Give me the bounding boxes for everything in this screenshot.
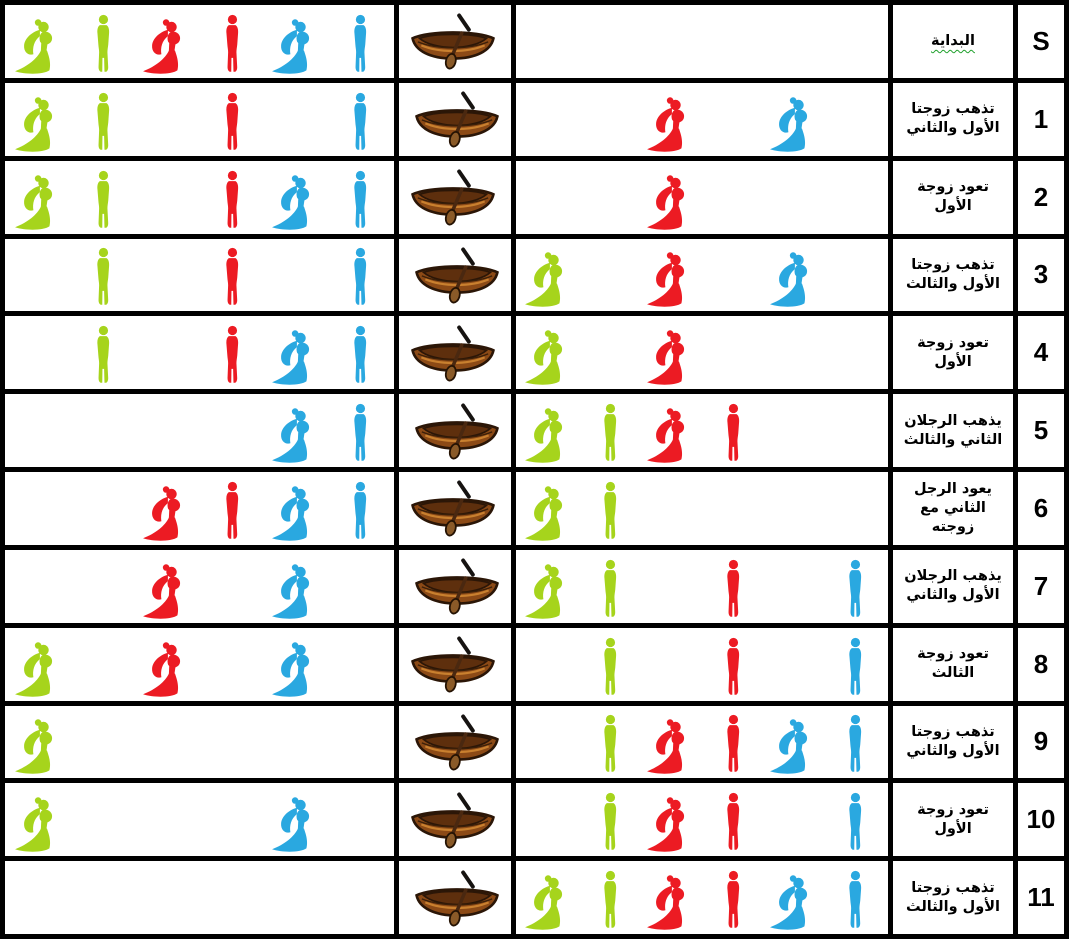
- bank-slot: [264, 796, 328, 852]
- bank-slot: [518, 407, 579, 463]
- bank-slot: [641, 96, 702, 152]
- step-description: [893, 706, 1013, 779]
- step-number: 9: [1018, 706, 1064, 779]
- bank-slot: [579, 559, 640, 619]
- bank-slot: [200, 325, 264, 385]
- blue-wife-icon: [267, 329, 325, 385]
- right-bank-cell: [516, 83, 888, 156]
- bank-slot: [641, 251, 702, 307]
- bank-slot: [200, 247, 264, 307]
- step-description-text: تعود زوجة الأول: [917, 179, 989, 215]
- bank-slot: [7, 174, 71, 230]
- boat-cell: [399, 861, 511, 934]
- bank-slot: [702, 870, 763, 930]
- bank-slot: [328, 481, 392, 541]
- bank-slot: [71, 14, 135, 74]
- step-description: [893, 783, 1013, 856]
- left-bank-cell: [5, 550, 394, 623]
- bank-slot: [825, 637, 886, 697]
- red-husband-icon: [721, 637, 745, 697]
- bank-slot: [579, 481, 640, 541]
- right-bank-cell: [516, 316, 888, 389]
- boat-cell: [399, 628, 511, 701]
- blue-husband-icon: [348, 92, 372, 152]
- step-description-text: يذهب الرجلان الثاني والثالث: [903, 412, 1003, 448]
- rowboat-icon: [409, 557, 505, 615]
- rowboat-icon: [405, 168, 501, 226]
- step-number: 5: [1018, 394, 1064, 467]
- right-bank-cell: [516, 783, 888, 856]
- green-wife-icon: [520, 874, 578, 930]
- step-description-text: البداية: [931, 32, 975, 49]
- left-bank-cell: [5, 316, 394, 389]
- red-wife-icon: [138, 18, 196, 74]
- step-description-text: تعود زوجة الأول: [917, 334, 989, 370]
- bank-slot: [264, 329, 328, 385]
- bank-slot: [200, 170, 264, 230]
- rowboat-icon: [405, 12, 501, 70]
- blue-husband-icon: [843, 792, 867, 852]
- step-description-text: تذهب زوجتا الأول والثاني: [906, 101, 1000, 137]
- green-wife-icon: [10, 718, 68, 774]
- bank-slot: [264, 174, 328, 230]
- green-wife-icon: [520, 251, 578, 307]
- bank-slot: [518, 329, 579, 385]
- boat-cell: [399, 239, 511, 312]
- right-bank-cell: [516, 706, 888, 779]
- step-number: 4: [1018, 316, 1064, 389]
- rowboat-icon: [409, 90, 505, 148]
- step-description: [893, 628, 1013, 701]
- blue-husband-icon: [843, 870, 867, 930]
- bank-slot: [135, 641, 199, 697]
- red-wife-icon: [642, 329, 700, 385]
- bank-slot: [641, 874, 702, 930]
- green-wife-icon: [520, 329, 578, 385]
- red-husband-icon: [220, 170, 244, 230]
- bank-slot: [579, 637, 640, 697]
- bank-slot: [135, 485, 199, 541]
- green-wife-icon: [520, 485, 578, 541]
- right-bank-cell: [516, 394, 888, 467]
- step-description-text: تعود زوجة الأول: [917, 801, 989, 837]
- bank-slot: [825, 792, 886, 852]
- red-husband-icon: [721, 870, 745, 930]
- bank-slot: [200, 92, 264, 152]
- bank-slot: [518, 485, 579, 541]
- boat-cell: [399, 316, 511, 389]
- boat-cell: [399, 472, 511, 545]
- blue-husband-icon: [843, 714, 867, 774]
- step-number: 10: [1018, 783, 1064, 856]
- blue-wife-icon: [765, 96, 823, 152]
- red-wife-icon: [642, 796, 700, 852]
- red-wife-icon: [642, 174, 700, 230]
- right-bank-cell: [516, 239, 888, 312]
- bank-slot: [518, 251, 579, 307]
- blue-wife-icon: [267, 174, 325, 230]
- red-husband-icon: [721, 714, 745, 774]
- green-wife-icon: [10, 18, 68, 74]
- boat-cell: [399, 783, 511, 856]
- blue-husband-icon: [843, 637, 867, 697]
- boat-cell: [399, 83, 511, 156]
- green-husband-icon: [598, 792, 622, 852]
- bank-slot: [702, 714, 763, 774]
- left-bank-cell: [5, 239, 394, 312]
- boat-cell: [399, 5, 511, 78]
- blue-wife-icon: [267, 407, 325, 463]
- step-description-text: تعود زوجة الثالث: [917, 646, 989, 682]
- rowboat-icon: [405, 635, 501, 693]
- bank-slot: [702, 403, 763, 463]
- right-bank-cell: [516, 161, 888, 234]
- green-husband-icon: [598, 403, 622, 463]
- bank-slot: [71, 247, 135, 307]
- bank-slot: [579, 403, 640, 463]
- step-description: [893, 161, 1013, 234]
- red-wife-icon: [642, 251, 700, 307]
- rowboat-icon: [405, 479, 501, 537]
- step-number: 7: [1018, 550, 1064, 623]
- red-husband-icon: [721, 792, 745, 852]
- step-number: S: [1018, 5, 1064, 78]
- blue-wife-icon: [267, 18, 325, 74]
- step-number: 8: [1018, 628, 1064, 701]
- green-wife-icon: [10, 641, 68, 697]
- boat-cell: [399, 550, 511, 623]
- green-wife-icon: [10, 96, 68, 152]
- blue-wife-icon: [267, 796, 325, 852]
- bank-slot: [7, 18, 71, 74]
- left-bank-cell: [5, 706, 394, 779]
- step-description: [893, 5, 1013, 78]
- green-husband-icon: [91, 247, 115, 307]
- left-bank-cell: [5, 83, 394, 156]
- red-husband-icon: [220, 481, 244, 541]
- boat-cell: [399, 394, 511, 467]
- left-bank-cell: [5, 628, 394, 701]
- bank-slot: [579, 870, 640, 930]
- red-husband-icon: [721, 403, 745, 463]
- bank-slot: [641, 407, 702, 463]
- bank-slot: [7, 641, 71, 697]
- bank-slot: [328, 92, 392, 152]
- green-wife-icon: [10, 174, 68, 230]
- bank-slot: [763, 96, 824, 152]
- blue-husband-icon: [348, 481, 372, 541]
- blue-husband-icon: [348, 14, 372, 74]
- blue-husband-icon: [348, 403, 372, 463]
- bank-slot: [71, 92, 135, 152]
- left-bank-cell: [5, 5, 394, 78]
- left-bank-cell: [5, 394, 394, 467]
- blue-husband-icon: [348, 325, 372, 385]
- bank-slot: [328, 247, 392, 307]
- step-number: 3: [1018, 239, 1064, 312]
- green-husband-icon: [91, 14, 115, 74]
- bank-slot: [763, 874, 824, 930]
- bank-slot: [825, 559, 886, 619]
- bank-slot: [200, 14, 264, 74]
- blue-husband-icon: [348, 247, 372, 307]
- blue-wife-icon: [267, 563, 325, 619]
- rowboat-icon: [409, 713, 505, 771]
- blue-wife-icon: [765, 874, 823, 930]
- green-husband-icon: [598, 559, 622, 619]
- red-husband-icon: [220, 325, 244, 385]
- left-bank-cell: [5, 472, 394, 545]
- step-description: [893, 472, 1013, 545]
- step-description: [893, 316, 1013, 389]
- green-husband-icon: [598, 481, 622, 541]
- bank-slot: [135, 18, 199, 74]
- step-description-text: يعود الرجل الثاني مع زوجته: [913, 481, 993, 535]
- red-husband-icon: [220, 247, 244, 307]
- red-wife-icon: [642, 96, 700, 152]
- bank-slot: [702, 559, 763, 619]
- bank-slot: [264, 485, 328, 541]
- bank-slot: [264, 563, 328, 619]
- green-husband-icon: [91, 170, 115, 230]
- bank-slot: [328, 403, 392, 463]
- red-wife-icon: [138, 563, 196, 619]
- bank-slot: [763, 718, 824, 774]
- bank-slot: [328, 325, 392, 385]
- rowboat-icon: [405, 324, 501, 382]
- green-husband-icon: [91, 92, 115, 152]
- step-description: [893, 861, 1013, 934]
- boat-cell: [399, 706, 511, 779]
- boat-cell: [399, 161, 511, 234]
- left-bank-cell: [5, 783, 394, 856]
- green-husband-icon: [91, 325, 115, 385]
- bank-slot: [7, 718, 71, 774]
- left-bank-cell: [5, 861, 394, 934]
- left-bank-cell: [5, 161, 394, 234]
- bank-slot: [518, 874, 579, 930]
- blue-wife-icon: [267, 641, 325, 697]
- blue-wife-icon: [267, 485, 325, 541]
- step-description: [893, 394, 1013, 467]
- bank-slot: [264, 407, 328, 463]
- rowboat-icon: [409, 402, 505, 460]
- blue-wife-icon: [765, 718, 823, 774]
- bank-slot: [641, 718, 702, 774]
- bank-slot: [825, 714, 886, 774]
- green-husband-icon: [598, 870, 622, 930]
- red-husband-icon: [220, 92, 244, 152]
- red-husband-icon: [220, 14, 244, 74]
- bank-slot: [763, 251, 824, 307]
- step-description: [893, 239, 1013, 312]
- green-wife-icon: [520, 563, 578, 619]
- green-husband-icon: [598, 637, 622, 697]
- step-number: 2: [1018, 161, 1064, 234]
- step-description-text: تذهب زوجتا الأول والثالث: [906, 257, 1000, 292]
- step-description-text: تذهب زوجتا الأول والثالث: [906, 879, 1000, 915]
- step-number: 11: [1018, 861, 1064, 934]
- bank-slot: [579, 792, 640, 852]
- right-bank-cell: [516, 861, 888, 934]
- bank-slot: [200, 481, 264, 541]
- bank-slot: [264, 18, 328, 74]
- step-description-text: تذهب زوجتا الأول والثاني: [906, 724, 1000, 759]
- right-bank-cell: [516, 550, 888, 623]
- step-description: [893, 83, 1013, 156]
- bank-slot: [641, 174, 702, 230]
- blue-wife-icon: [765, 251, 823, 307]
- bank-slot: [328, 14, 392, 74]
- rowboat-icon: [409, 869, 505, 927]
- right-bank-cell: [516, 628, 888, 701]
- bank-slot: [7, 796, 71, 852]
- blue-husband-icon: [843, 559, 867, 619]
- red-wife-icon: [642, 874, 700, 930]
- red-husband-icon: [721, 559, 745, 619]
- red-wife-icon: [138, 641, 196, 697]
- green-husband-icon: [598, 714, 622, 774]
- bank-slot: [518, 563, 579, 619]
- right-bank-cell: [516, 472, 888, 545]
- blue-husband-icon: [348, 170, 372, 230]
- red-wife-icon: [642, 407, 700, 463]
- bank-slot: [579, 714, 640, 774]
- step-number: 6: [1018, 472, 1064, 545]
- rowboat-icon: [405, 791, 501, 849]
- bank-slot: [328, 170, 392, 230]
- red-wife-icon: [138, 485, 196, 541]
- bank-slot: [641, 796, 702, 852]
- bank-slot: [702, 792, 763, 852]
- green-wife-icon: [10, 796, 68, 852]
- green-wife-icon: [520, 407, 578, 463]
- bank-slot: [71, 325, 135, 385]
- rowboat-icon: [409, 246, 505, 304]
- step-description: [893, 550, 1013, 623]
- step-number: 1: [1018, 83, 1064, 156]
- bank-slot: [135, 563, 199, 619]
- red-wife-icon: [642, 718, 700, 774]
- bank-slot: [264, 641, 328, 697]
- step-description-text: يذهب الرجلان الأول والثاني: [904, 568, 1002, 604]
- right-bank-cell: [516, 5, 888, 78]
- bank-slot: [825, 870, 886, 930]
- bank-slot: [641, 329, 702, 385]
- bank-slot: [71, 170, 135, 230]
- bank-slot: [7, 96, 71, 152]
- bank-slot: [702, 637, 763, 697]
